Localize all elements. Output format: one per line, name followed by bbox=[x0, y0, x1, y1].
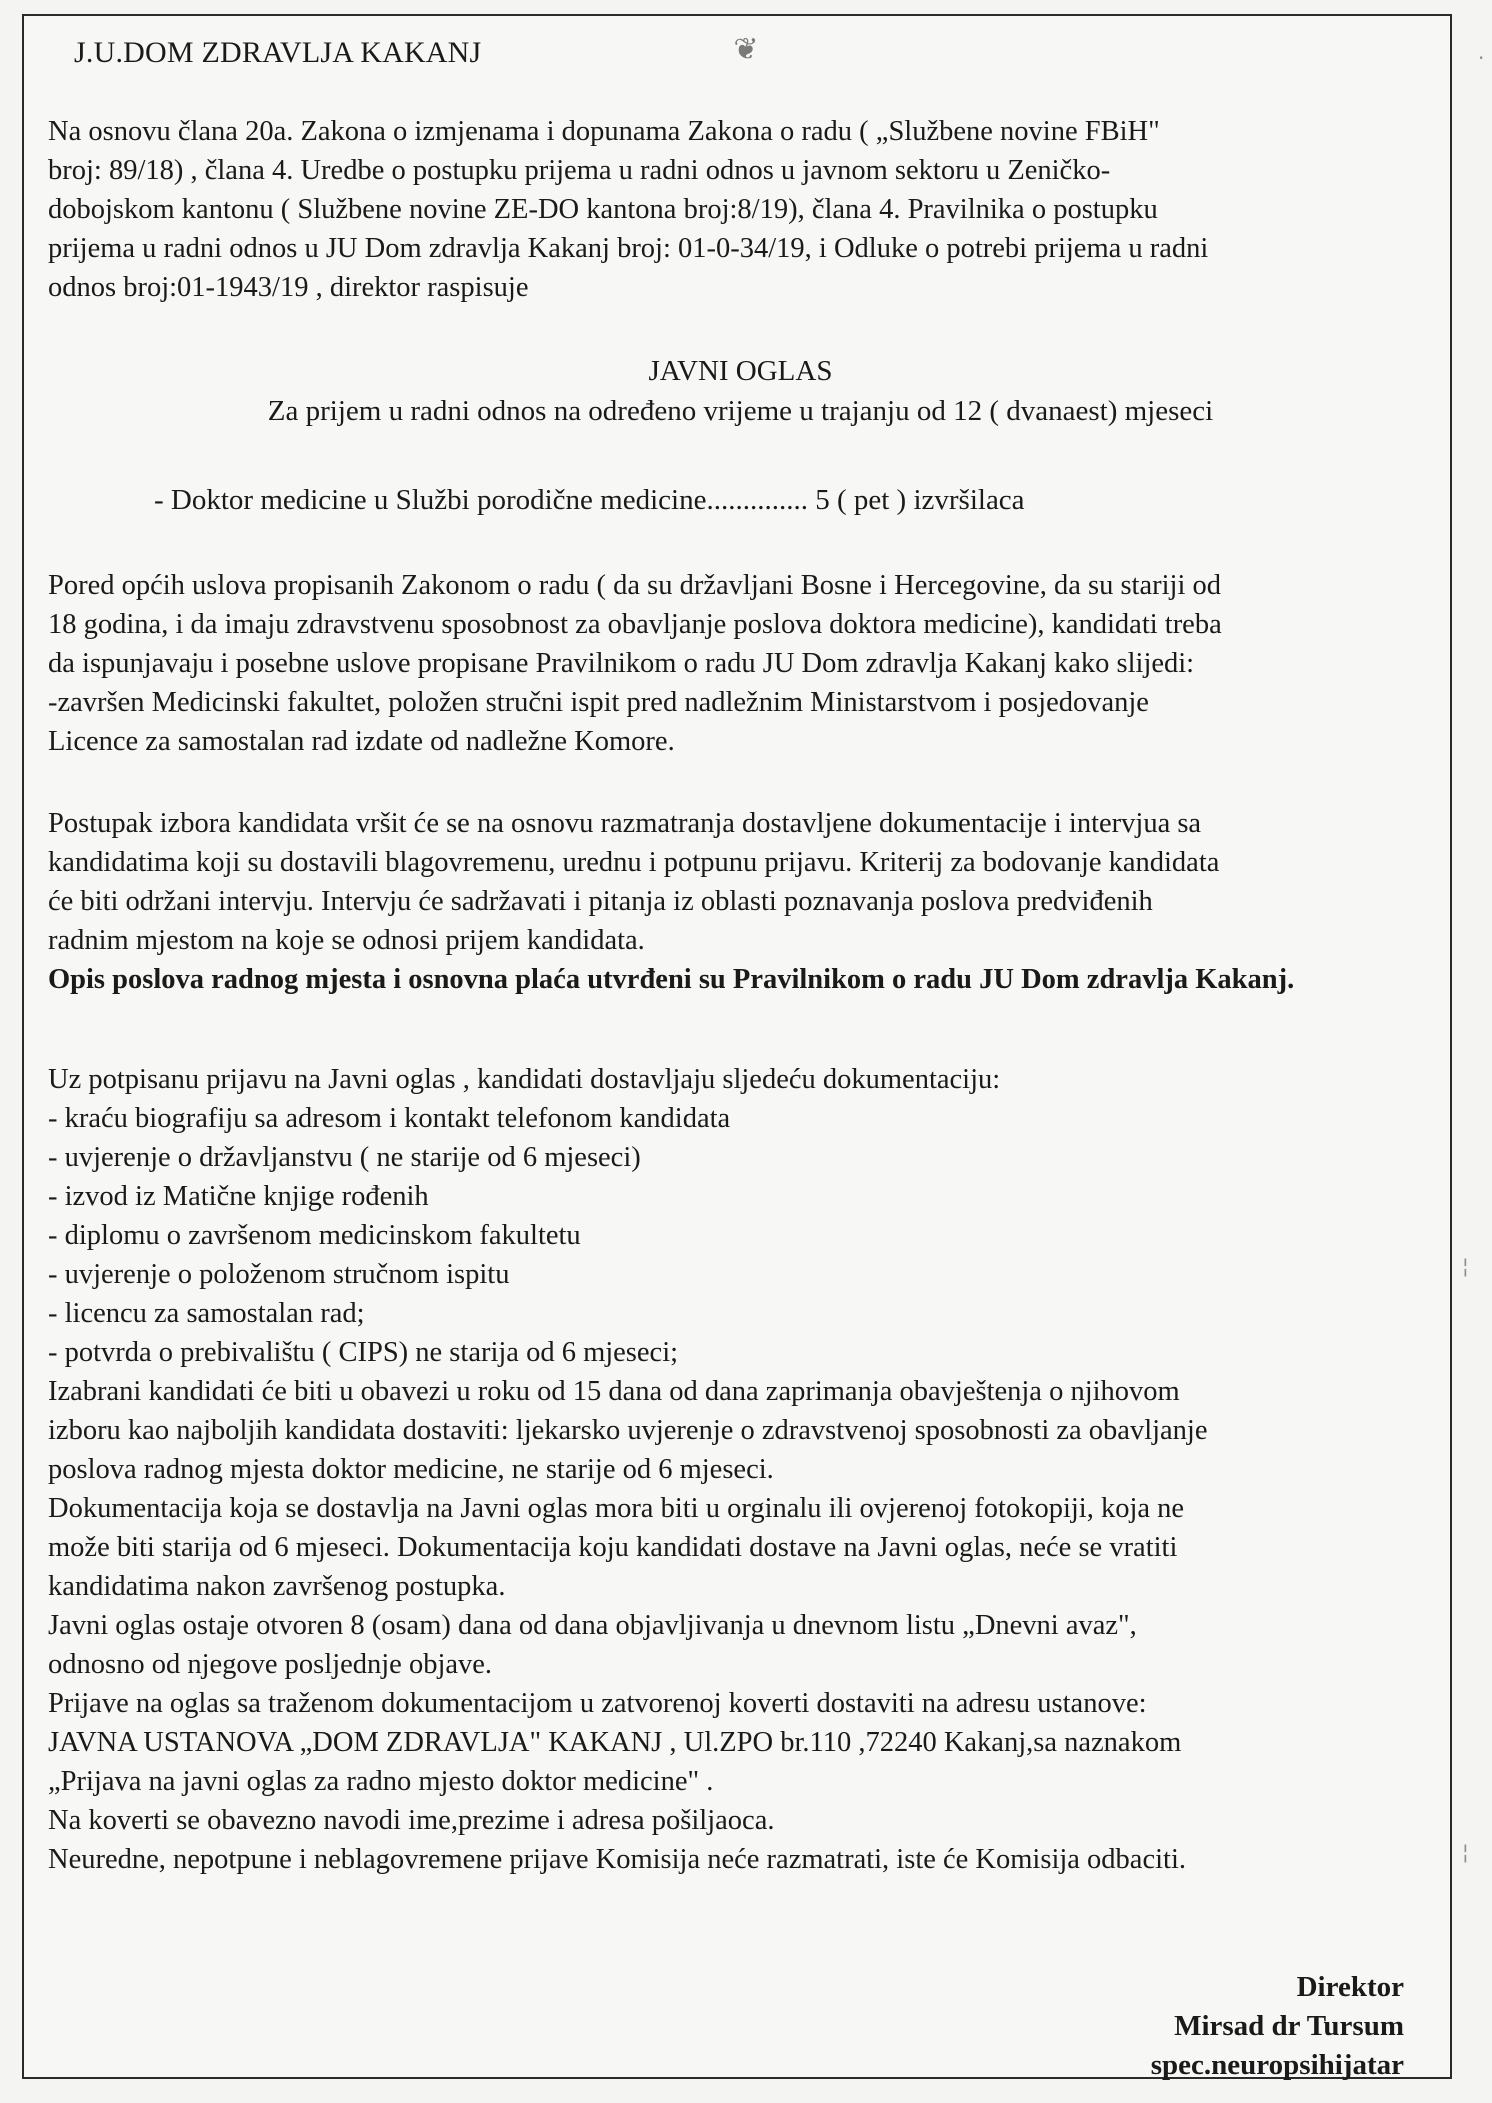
documents-line: Javni oglas ostaje otvoren 8 (osam) dana od dana objavljivanja u dnevnom listu „Dnevni avaz", bbox=[48, 1610, 1137, 1641]
documents-list-item: - uvjerenje o položenom stručnom ispitu bbox=[48, 1259, 510, 1290]
documents-line: Prijave na oglas sa traženom dokumentacijom u zatvorenoj koverti dostaviti na adresu ustanove: bbox=[48, 1688, 1147, 1719]
documents-line: Izabrani kandidati će biti u obavezi u roku od 15 dana od dana zaprimanja obavještenja o njihovom bbox=[48, 1376, 1180, 1407]
conditions-line: Licence za samostalan rad izdate od nadležne Komore. bbox=[48, 726, 675, 757]
documents-list-item: - uvjerenje o državljanstvu ( ne starije od 6 mjeseci) bbox=[48, 1142, 641, 1173]
documents-line: „Prijava na javni oglas za radno mjesto doktor medicine" . bbox=[48, 1766, 714, 1797]
documents-paragraph bbox=[48, 1060, 1433, 1879]
scan-margin-mark: · bbox=[1478, 46, 1485, 70]
institution-header: J.U.DOM ZDRAVLJA KAKANJ bbox=[74, 36, 482, 69]
documents-list-item: - izvod iz Matične knjige rođenih bbox=[48, 1181, 429, 1212]
signature-name: Mirsad dr Tursum bbox=[1174, 2010, 1404, 2042]
documents-line: Uz potpisanu prijavu na Javni oglas , kandidati dostavljaju sljedeću dokumentaciju: bbox=[48, 1064, 1001, 1095]
conditions-line: da ispunjavaju i posebne uslove propisane Pravilnikom o radu JU Dom zdravlja Kakanj kako slijedi: bbox=[48, 648, 1195, 679]
documents-line: JAVNA USTANOVA „DOM ZDRAVLJA" KAKANJ , Ul.ZPO br.110 ,72240 Kakanj,sa naznakom bbox=[48, 1727, 1182, 1758]
intro-line: Na osnovu člana 20a. Zakona o izmjenama i dopunama Zakona o radu ( „Službene novine FBiH" bbox=[48, 116, 1160, 147]
conditions-line: Pored općih uslova propisanih Zakonom o radu ( da su državljani Bosne i Hercegovine, da su stariji od bbox=[48, 570, 1221, 601]
documents-line: poslova radnog mjesta doktor medicine, ne starije od 6 mjeseci. bbox=[48, 1454, 774, 1485]
conditions-line: -završen Medicinski fakultet, položen stručni ispit pred nadležnim Ministarstvom i posjedovanje bbox=[48, 687, 1149, 718]
intro-line: prijema u radni odnos u JU Dom zdravlja Kakanj broj: 01-0-34/19, i Odluke o potrebi prijema u radni bbox=[48, 233, 1209, 264]
signature-title: spec.neuropsihijatar bbox=[1150, 2049, 1404, 2081]
documents-list-item: - kraću biografiju sa adresom i kontakt telefonom kandidata bbox=[48, 1103, 731, 1134]
documents-line: Neuredne, nepotpune i neblagovremene prijave Komisija neće razmatrati, iste će Komisija odbaciti. bbox=[48, 1844, 1186, 1875]
documents-list-item: - licencu za samostalan rad; bbox=[48, 1298, 365, 1329]
ink-mark-icon: ❦ bbox=[733, 33, 759, 66]
documents-list-item: - diplomu o završenom medicinskom fakultetu bbox=[48, 1220, 581, 1251]
selection-line: Opis poslova radnog mjesta i osnovna plaća utvrđeni su Pravilnikom o radu JU Dom zdravlja Kakanj. bbox=[48, 964, 1295, 995]
scan-margin-mark: ¦ bbox=[1462, 1254, 1469, 1278]
announcement-title: JAVNI OGLAS bbox=[648, 355, 833, 387]
position-line: - Doktor medicine u Službi porodične medicine.............. 5 ( pet ) izvršilaca bbox=[154, 484, 1025, 516]
intro-line: odnos broj:01-1943/19 , direktor raspisuje bbox=[48, 272, 529, 303]
intro-line: broj: 89/18) , člana 4. Uredbe o postupku prijema u radni odnos u javnom sektoru u Zeničko- bbox=[48, 155, 1111, 186]
signature-role: Direktor bbox=[1296, 1971, 1404, 2003]
selection-paragraph bbox=[48, 804, 1433, 999]
intro-paragraph bbox=[48, 112, 1433, 307]
documents-line: kandidatima nakon završenog postupka. bbox=[48, 1571, 506, 1602]
scan-margin-mark: ¦ bbox=[1462, 1840, 1469, 1864]
selection-line: radnim mjestom na koje se odnosi prijem kandidata. bbox=[48, 925, 645, 956]
conditions-line: 18 godina, i da imaju zdravstvenu sposobnost za obavljanje poslova doktora medicine), kandidati treba bbox=[48, 609, 1222, 640]
signature-block bbox=[1151, 1968, 1404, 2085]
documents-list-item: - potvrda o prebivalištu ( CIPS) ne starija od 6 mjeseci; bbox=[48, 1337, 679, 1368]
documents-line: odnosno od njegove posljednje objave. bbox=[48, 1649, 493, 1680]
selection-line: Postupak izbora kandidata vršit će se na osnovu razmatranja dostavljene dokumentacije i intervjua sa bbox=[48, 808, 1202, 839]
intro-line: dobojskom kantonu ( Službene novine ZE-DO kantona broj:8/19), člana 4. Pravilnika o postupku bbox=[48, 194, 1158, 225]
documents-line: Dokumentacija koja se dostavlja na Javni oglas mora biti u orginalu ili ovjerenoj fotokopiji, koja ne bbox=[48, 1493, 1185, 1524]
selection-line: će biti održani intervju. Intervju će sadržavati i pitanja iz oblasti poznavanja poslova predviđenih bbox=[48, 886, 1153, 917]
document-page bbox=[22, 14, 1452, 2079]
selection-line: kandidatima koji su dostavili blagovremenu, urednu i potpunu prijavu. Kriterij za bodovanje kandidata bbox=[48, 847, 1220, 878]
documents-line: Na koverti se obavezno navodi ime,prezime i adresa pošiljaoca. bbox=[48, 1805, 775, 1836]
conditions-paragraph bbox=[48, 566, 1433, 761]
announcement-subtitle: Za prijem u radni odnos na određeno vrijeme u trajanju od 12 ( dvanaest) mjeseci bbox=[267, 395, 1214, 427]
documents-line: izboru kao najboljih kandidata dostaviti: ljekarsko uvjerenje o zdravstvenoj sposobnosti za obavljanje bbox=[48, 1415, 1208, 1446]
documents-line: može biti starija od 6 mjeseci. Dokumentacija koju kandidati dostave na Javni oglas, neće se vratiti bbox=[48, 1532, 1178, 1563]
